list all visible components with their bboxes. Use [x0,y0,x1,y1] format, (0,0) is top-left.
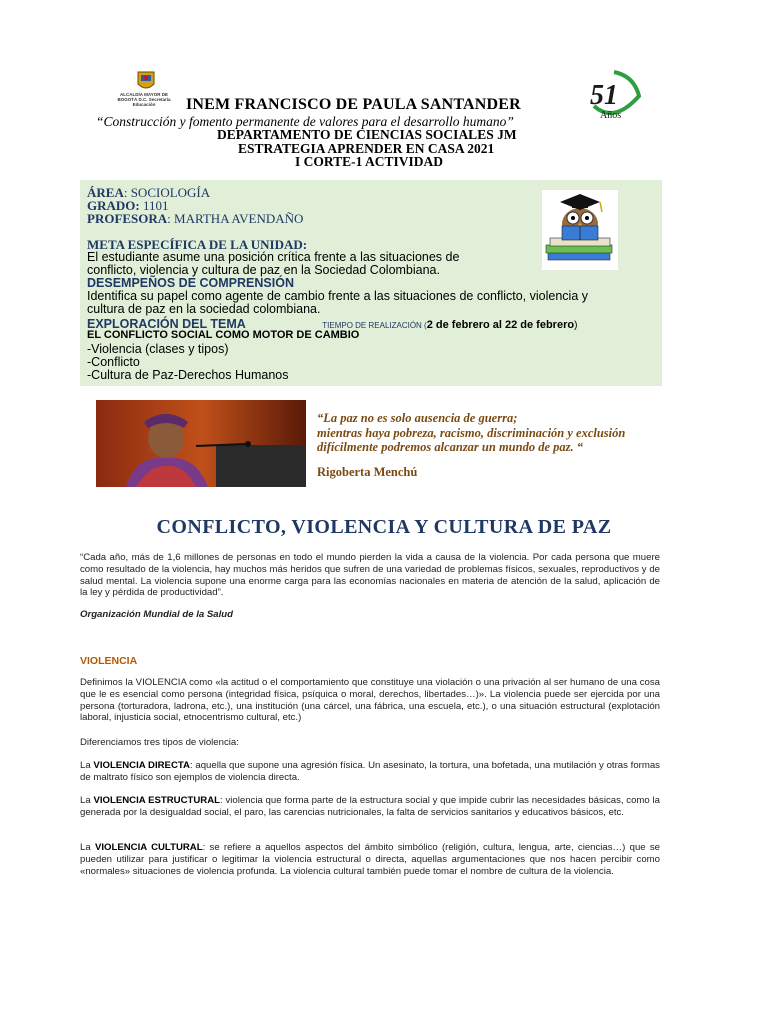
grado-label: GRADO: [87,198,140,213]
profesora-line [87,211,303,227]
owl-reading-books-illustration [542,190,618,270]
topic-item: -Cultura de Paz-Derechos Humanos [87,368,289,382]
violencia-directa-paragraph [80,760,660,784]
topic-item: -Conflicto [87,355,140,369]
exploracion-label: EXPLORACIÓN DEL TEMA [87,317,246,331]
school-name: INEM FRANCISCO DE PAULA SANTANDER [186,96,521,113]
desempenos-label: DESEMPEÑOS DE COMPRENSIÓN [87,276,294,290]
quote-line-2: mientras haya pobreza, racismo, discriminación y exclusión [317,425,626,440]
area-value: : SOCIOLOGÍA [123,185,211,200]
estructural-term: VIOLENCIA ESTRUCTURAL [93,795,221,806]
menchu-quote [317,411,697,455]
desempenos-line-1: Identifica su papel como agente de cambio frente a las situaciones de conflicto, violencia y [87,289,588,303]
violencia-estructural-paragraph [80,795,660,819]
directa-text: : aquella que supone una agresión física. Un asesinato, la tortura, una bofetada, una mutilación y otras formas de maltrato físico son ejemplos de violencia directa. [80,760,660,783]
tiempo-close: ) [574,320,578,331]
directa-prefix: La [80,760,94,771]
anniversary-51-logo [584,66,644,126]
rigoberta-menchu-photo [96,400,306,487]
estructural-prefix: La [80,795,94,806]
tiempo-value: 2 de febrero al 22 de febrero [426,319,575,331]
quote-line-3: difícilmente podremos alcanzar un mundo de paz. “ [317,440,583,454]
oms-quote-paragraph: “Cada año, más de 1,6 millones de personas en todo el mundo pierden la vida a causa de la violencia. Por cada persona que muere como resultado de la violencia, hay muchos más heridos que sufren de una variedad de problemas físicos, sexuales, reproductivos y de salud mental. La violencia supone una enorme carga para las economías nacionales en materia de atención de la salud, aplicación de la ley y pérdida de productividad”. [80,552,660,599]
cultural-prefix: La [80,842,95,853]
estructural-text: : violencia que forma parte de la estructura social y que impide cubrir las necesidades básicas, como la generada por la desigualdad social, el paro, las carencias nutricionales, la falta de servicios sanitarios y educativos básicos, etc. [80,795,660,818]
profesora-value: : MARTHA AVENDAÑO [167,211,304,226]
anniversary-word: Años [600,110,622,121]
meta-line-1: El estudiante asume una posición crítica frente a las situaciones de [87,250,460,264]
cultural-term: VIOLENCIA CULTURAL [94,842,203,853]
anniversary-number: 51 [590,80,618,111]
desempenos-line-2: cultura de paz en la sociedad colombiana. [87,302,321,316]
unit-info-box [80,180,662,386]
violencia-definition: Definimos la VIOLENCIA como «la actitud o el comportamiento que constituye una violación o una privación al ser humano de una cosa que le es esencial como persona (integridad física, psíquica o moral, derechos, libertades…)». La violencia puede ser ejercida por una persona (torturadora, ladrona, etc.), una institución (una cárcel, una fábrica, una escuela, etc.), o una situación estructural (explotación laboral, injusticia social, etnocentrismo cultural, etc.) [80,677,660,724]
corte-title: I CORTE-1 ACTIVIDAD [295,154,444,169]
violencia-cultural-paragraph [80,842,660,877]
meta-line-2: conflicto, violencia y cultura de paz en la Sociedad Colombiana. [87,263,440,277]
quote-author: Rigoberta Menchú [317,465,418,479]
quote-line-1: “La paz no es solo ausencia de guerra; [317,411,518,425]
grado-value: 1101 [139,198,169,213]
department-title: DEPARTAMENTO DE CIENCIAS SOCIALES JM [217,127,517,142]
logo-caption: ALCALDÍA MAYOR DE BOGOTÁ D.C. Secretaría Educación [117,92,171,107]
directa-term: VIOLENCIA DIRECTA [93,760,190,771]
tiempo-label: TIEMPO DE REALIZACIÓN ( [322,321,427,330]
cultural-text: : se refiere a aquellos aspectos del ámbito simbólico (religión, cultura, lengua, arte, ciencias…) que se pueden utilizar para justificar o legitimar la violencia estructural o directa, aquellas argumentaciones que nos hacen percibir como «normales» situaciones de violencia profunda. La violencia cultural también puede tomar el nombre de cultura de la violencia. [80,842,660,877]
motor-label: EL CONFLICTO SOCIAL COMO MOTOR DE CAMBIO [87,329,360,341]
area-label: ÁREA [87,185,124,200]
section-heading-violencia: VIOLENCIA [80,655,138,667]
topic-item: -Violencia (clases y tipos) [87,342,229,356]
violencia-types-intro: Diferenciamos tres tipos de violencia: [80,737,239,748]
school-motto: “Construcción y fomento permanente de valores para el desarrollo humano” [96,114,514,129]
profesora-label: PROFESORA [87,211,168,226]
main-title: CONFLICTO, VIOLENCIA Y CULTURA DE PAZ [156,516,612,538]
meta-label: META ESPECÍFICA DE LA UNIDAD: [87,237,308,252]
oms-source: Organización Mundial de la Salud [80,609,233,620]
strategy-title: ESTRATEGIA APRENDER EN CASA 2021 [238,141,495,156]
